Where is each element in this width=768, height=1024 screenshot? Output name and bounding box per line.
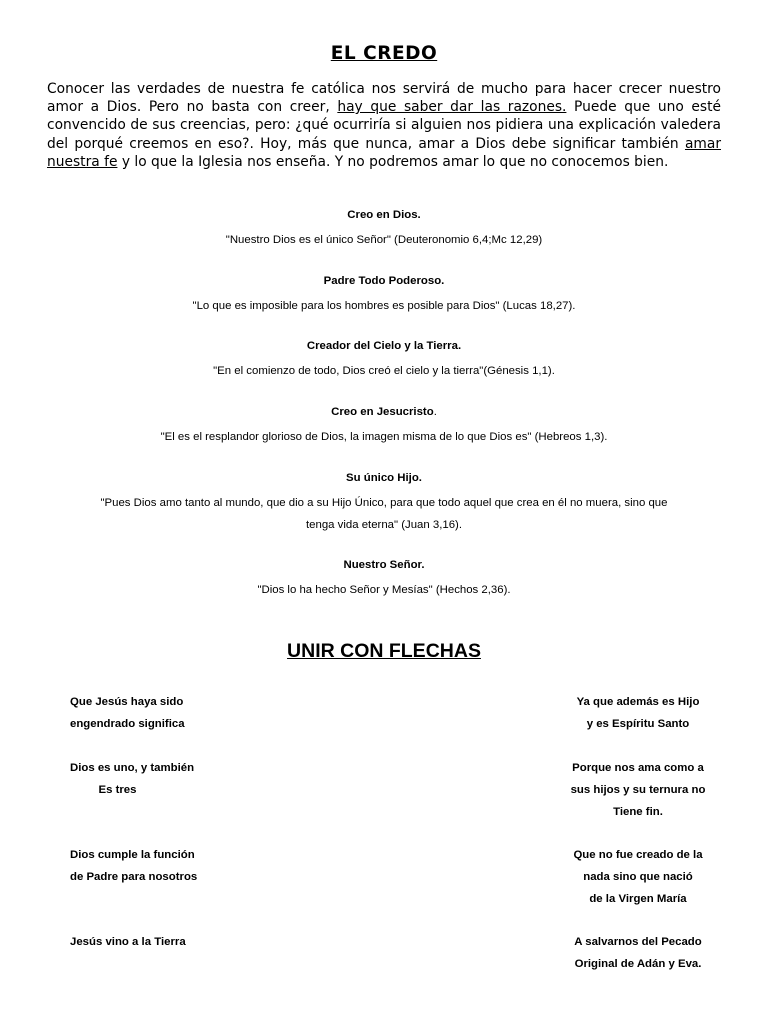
match-line: Jesús vino a la Tierra [70,936,186,948]
match-line: Que Jesús haya sido [70,696,184,708]
creed-article-3 [0,339,768,382]
intro-underline-2: amar nuestra fe [47,135,721,170]
creed-article-5 [0,471,768,536]
article-verse: "En el comienzo de todo, Dios creó el cielo y la tierra"(Génesis 1,1). [213,365,555,377]
match-line: Tiene fin. [613,806,663,818]
creed-article-4 [0,405,768,448]
match-line: Original de Adán y Eva. [574,958,702,970]
match-left-item-1 [70,691,185,735]
creed-article-1 [0,208,768,251]
match-line: sus hijos y su ternura no [570,784,706,796]
article-heading-wrapper [0,405,768,419]
article-heading: Creo en Dios. [347,209,421,221]
match-line: Dios cumple la función [70,849,195,861]
match-right-item-2 [552,757,724,823]
intro-text-1: Conocer las verdades de nuestra fe católica nos servirá de mucho para hacer crecer nuestro amor a Dios. Pero no basta con creer, [47,81,721,116]
article-verse: "Nuestro Dios es el único Señor" (Deuteronomio 6,4;Mc 12,29) [225,234,543,246]
article-verse: "Lo que es imposible para los hombres es posible para Dios" (Lucas 18,27). [192,300,576,312]
page-title: EL CREDO [330,43,438,64]
article-heading: Nuestro Señor. [343,559,425,571]
match-line: Es tres [70,784,137,796]
article-verse-line: tenga vida eterna" (Juan 3,16). [305,519,463,531]
exercise-title: UNIR CON FLECHAS [287,640,481,662]
article-heading-period: . [433,406,437,418]
match-line: Que no fue creado de la [573,849,703,861]
article-heading: Padre Todo Poderoso. [323,275,445,287]
article-verse: "El es el resplandor glorioso de Dios, la imagen misma de lo que Dios es" (Hebreos 1,3). [160,431,608,443]
intro-underline-1: hay que saber dar las razones. [337,99,567,116]
creed-article-6 [0,558,768,601]
match-line: engendrado significa [70,718,185,730]
match-right-item-4 [552,931,724,975]
intro-text-3: y lo que la Iglesia nos enseña. Y no podremos amar lo que no conocemos bien. [117,153,669,170]
match-line: de Padre para nosotros [70,871,198,883]
article-heading: Creador del Cielo y la Tierra. [306,340,462,352]
article-heading: Su único Hijo. [346,472,422,484]
match-line: Porque nos ama como a [572,762,704,774]
match-line: Ya que además es Hijo [576,696,700,708]
match-line: A salvarnos del Pecado [574,936,702,948]
article-verse [0,492,768,536]
match-right-item-1 [552,691,724,735]
match-left-item-4 [70,931,186,953]
intro-text-2: Puede que uno esté convencido de sus creencias, pero: ¿qué ocurriría si alguien nos pidiera una explicación valedera del porqué creemos en eso?. Hoy, más que nunca, amar a Dios debe significar también [47,99,721,152]
match-left-item-2 [70,757,194,801]
article-heading: Creo en Jesucristo [331,406,434,418]
match-line: nada sino que nació [583,871,693,883]
match-left-item-3 [70,844,197,888]
match-line: y es Espíritu Santo [586,718,690,730]
creed-article-2 [0,274,768,317]
intro-paragraph [47,80,721,171]
match-line: de la Virgen María [589,893,687,905]
match-line: Dios es uno, y también [70,762,195,774]
match-right-item-3 [552,844,724,910]
article-verse-line: "Pues Dios amo tanto al mundo, que dio a su Hijo Único, para que todo aquel que crea en él no muera, sino que [100,497,668,509]
article-verse: "Dios lo ha hecho Señor y Mesías" (Hechos 2,36). [257,584,511,596]
